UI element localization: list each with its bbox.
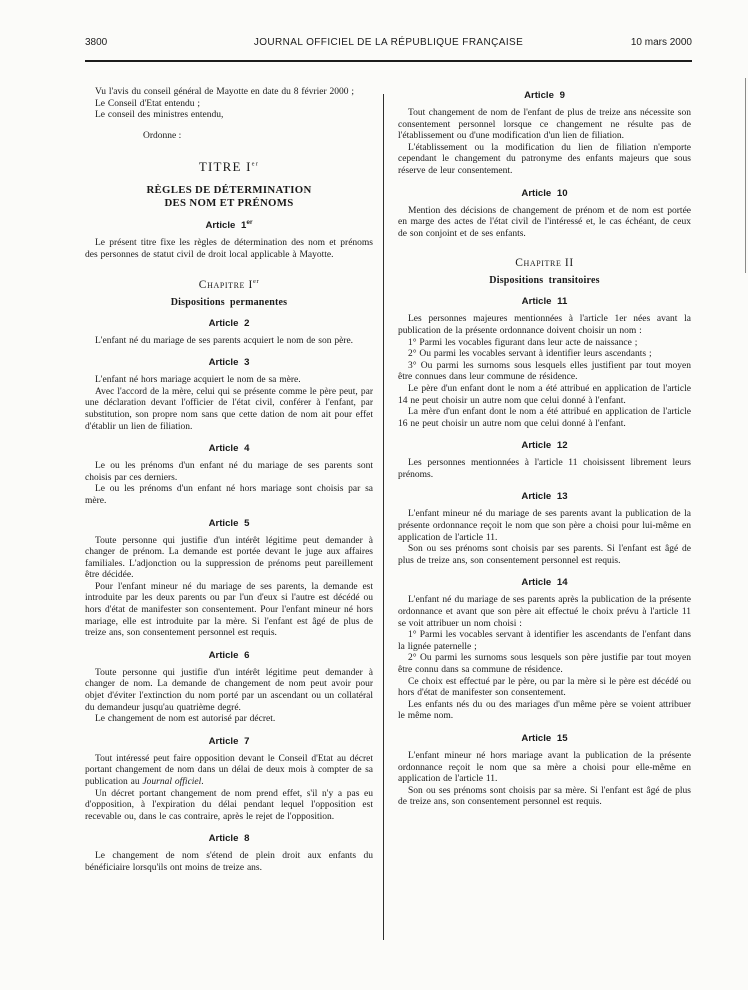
article-14-para-3: Les enfants nés du ou des mariages d'un même père se voient attribuer le même nom. — [398, 699, 691, 722]
article-7-para-1-end: . — [201, 777, 204, 787]
article-1-label: Article 1 — [205, 220, 247, 232]
titre-1-subtitle-line2: DES NOM ET PRÉNOMS — [164, 197, 294, 210]
article-5-heading: Article 5 — [208, 517, 250, 529]
article-11-para-2: Le père d'un enfant dont le nom a été attribué en application de l'article 14 ne peut choisir un autre nom que celui donné à l'enfant. — [398, 383, 691, 406]
article-5-para-1: Toute personne qui justifie d'un intérêt légitime peut demander à changer de prénom. La demande est portée devant le juge aux affaires familiales. L'adjonction ou la suppression de prénoms peut pareillement être décidée. — [85, 535, 373, 581]
article-5-para-2: Pour l'enfant mineur né du mariage de ses parents, la demande est introduite par les deux parents ou par l'un d'eux si l'autre est décédé ou hors d'état de manifester son consentement. Pour l'enfant mineur né hors mariage, elle est introduite par la mère. Si l'enfant est âgé de plus de treize ans, son consentement personnel est requis. — [85, 581, 373, 639]
article-6-heading: Article 6 — [208, 649, 250, 661]
journal-title: JOURNAL OFFICIEL DE LA RÉPUBLIQUE FRANÇAISE — [253, 37, 524, 48]
journal-officiel-italic: Journal officiel — [142, 777, 202, 787]
article-11-para-1: Les personnes majeures mentionnées à l'article 1er nées avant la publication de la présente ordonnance doivent choisir un nom : — [398, 314, 691, 336]
titre-1-label: TITRE I — [198, 159, 252, 175]
article-13-heading: Article 13 — [521, 491, 568, 503]
article-11-para-3: La mère d'un enfant dont le nom a été attribué en application de l'article 16 ne peut choisir un autre nom que celui donné à l'enfant. — [398, 407, 691, 429]
article-1-para-1: Le présent titre fixe les règles de détermination des nom et prénoms des personnes de statut civil de droit local applicable à Mayotte. — [85, 238, 373, 260]
chapitre-2-subtitle: Dispositions transitoires — [489, 275, 600, 287]
article-10-heading: Article 10 — [521, 187, 568, 199]
article-7-para-1-text: Tout intéressé peut faire opposition devant le Conseil d'Etat au décret portant changement de nom dans un délai de deux mois à compter de sa publication au — [85, 753, 373, 787]
article-14-item-2: 2° Ou parmi les surnoms sous lesquels son père justifie par tout moyen être connu dans sa commune de résidence. — [398, 653, 691, 675]
article-2-para-1: L'enfant né du mariage de ses parents acquiert le nom de son père. — [95, 335, 354, 346]
article-7-para-2: Un décret portant changement de nom prend effet, s'il n'y a pas eu d'opposition, à l'expiration du délai pendant lequel l'opposition est recevable ou, dans le cas contraire, après le rejet de l'opposition. — [85, 788, 373, 822]
chapitre-1-label: Chapitre I — [198, 278, 253, 291]
recital-conseil-ministres: Le conseil des ministres entendu, — [95, 110, 224, 121]
article-8-heading: Article 8 — [208, 833, 250, 845]
article-11-item-1: 1° Parmi les vocables figurant dans leur acte de naissance ; — [408, 337, 638, 348]
issue-date: 10 mars 2000 — [630, 37, 692, 48]
article-12-para-1: Les personnes mentionnées à l'article 11 choisissent librement leurs prénoms. — [398, 458, 691, 480]
chapitre-1-subtitle: Dispositions permanentes — [170, 296, 288, 308]
article-4-heading: Article 4 — [208, 443, 250, 455]
article-2-heading: Article 2 — [208, 317, 250, 329]
right-column — [398, 87, 691, 875]
article-14-heading: Article 14 — [521, 577, 568, 589]
page-number: 3800 — [85, 37, 108, 48]
chapitre-2-heading — [398, 257, 691, 269]
article-3-heading: Article 3 — [208, 357, 250, 369]
article-10-para-1: Mention des décisions de changement de prénom et de nom est portée en marge des actes de l'état civil de l'intéressé et, le cas échéant, de ceux de son conjoint et de ses enfants. — [398, 205, 691, 239]
article-6-para-2: Le changement de nom est autorisé par décret. — [95, 714, 276, 725]
article-1-superscript: er — [246, 219, 253, 227]
article-14-para-1: L'enfant né du mariage de ses parents après la publication de la présente ordonnance et avant que son père ait effectué le choix prévu à l'article 11 se voit attribuer un nom choisi : — [398, 595, 691, 629]
article-13-para-2: Son ou ses prénoms sont choisis par ses parents. Si l'enfant est âgé de plus de treize ans, son consentement personnel est requis. — [398, 544, 691, 566]
article-11-heading: Article 11 — [521, 296, 568, 308]
article-11-item-2: 2° Ou parmi les vocables servant à identifier leurs ascendants ; — [408, 349, 652, 360]
article-9-heading: Article 9 — [524, 90, 565, 101]
titre-1-heading — [85, 159, 373, 175]
page-header — [85, 37, 692, 51]
article-4-para-1: Le ou les prénoms d'un enfant né du mariage de ses parents sont choisis par ces derniers. — [85, 461, 373, 483]
article-7-heading: Article 7 — [208, 735, 250, 747]
article-9-para-1: Tout changement de nom de l'enfant de plus de treize ans nécessite son consentement personnel lorsque ce changement ne résulte pas de l'établissement ou d'une modification d'un lien de filiation. — [398, 108, 691, 142]
article-15-heading: Article 15 — [521, 732, 568, 744]
left-column — [85, 87, 373, 875]
titre-1-superscript: er — [251, 161, 260, 169]
titre-1-subtitle — [85, 184, 373, 210]
article-7-para-1 — [85, 754, 373, 789]
article-4-para-2: Le ou les prénoms d'un enfant né hors mariage sont choisis par sa mère. — [85, 484, 373, 506]
article-6-para-1: Toute personne qui justifie d'un intérêt légitime peut demander à changer de nom. La demande de changement de nom peut avoir pour objet d'éviter l'extinction du nom porté par un ascendant ou un collatéral du demandeur jusqu'au quatrième degré. — [85, 667, 373, 713]
article-13-para-1: L'enfant mineur né du mariage de ses parents avant la publication de la présente ordonnance reçoit le nom que son père a choisi pour lui-même en application de l'article 11. — [398, 509, 691, 543]
recital-avis: Vu l'avis du conseil général de Mayotte en date du 8 février 2000 ; — [95, 87, 355, 97]
article-15-para-2: Son ou ses prénoms sont choisis par sa mère. Si l'enfant est âgé de plus de treize ans, son consentement personnel est requis. — [398, 785, 691, 808]
ordonne-line: Ordonne : — [143, 130, 182, 141]
chapitre-1-superscript: er — [252, 277, 260, 285]
article-3-para-1: L'enfant né hors mariage acquiert le nom de sa mère. — [95, 375, 301, 386]
article-8-para-1: Le changement de nom s'étend de plein droit aux enfants du bénéficiaire lorsqu'ils ont moins de treize ans. — [85, 851, 373, 873]
chapitre-1-heading — [85, 279, 373, 291]
article-14-item-1: 1° Parmi les vocables servant à identifier les ascendants de l'enfant dans la lignée paternelle ; — [398, 630, 691, 652]
article-9-para-2: L'établissement ou la modification du lien de filiation n'emporte cependant le changement du patronyme des enfants majeurs que sous réserve de leur consentement. — [398, 142, 691, 176]
article-14-para-2: Ce choix est effectué par le père, ou par la mère si le père est décédé ou hors d'état de manifester son consentement. — [398, 676, 691, 699]
article-3-para-2: Avec l'accord de la mère, celui qui se présente comme le père peut, par une déclaration devant l'officier de l'état civil, conférer à l'enfant, par substitution, son propre nom sans que cette dation de nom ait pour effet d'établir un lien de filiation. — [85, 386, 373, 432]
article-1-heading — [85, 220, 373, 231]
article-11-item-3: 3° Ou parmi les surnoms sous lesquels elles justifient par tout moyen être connues dans leur commune de résidence. — [398, 360, 691, 383]
titre-1-subtitle-line1: RÈGLES DE DÉTERMINATION — [146, 184, 312, 197]
article-12-heading: Article 12 — [521, 440, 568, 452]
scan-edge-artifact — [745, 78, 746, 273]
chapitre-2-label: Chapitre II — [515, 257, 574, 270]
header-rule — [85, 60, 692, 62]
two-column-body — [85, 87, 691, 875]
article-15-para-1: L'enfant mineur né hors mariage avant la publication de la présente ordonnance reçoit le nom que sa mère a choisi pour elle-même en application de l'article 11. — [398, 750, 691, 785]
recital-conseil-etat: Le Conseil d'Etat entendu ; — [95, 98, 201, 109]
